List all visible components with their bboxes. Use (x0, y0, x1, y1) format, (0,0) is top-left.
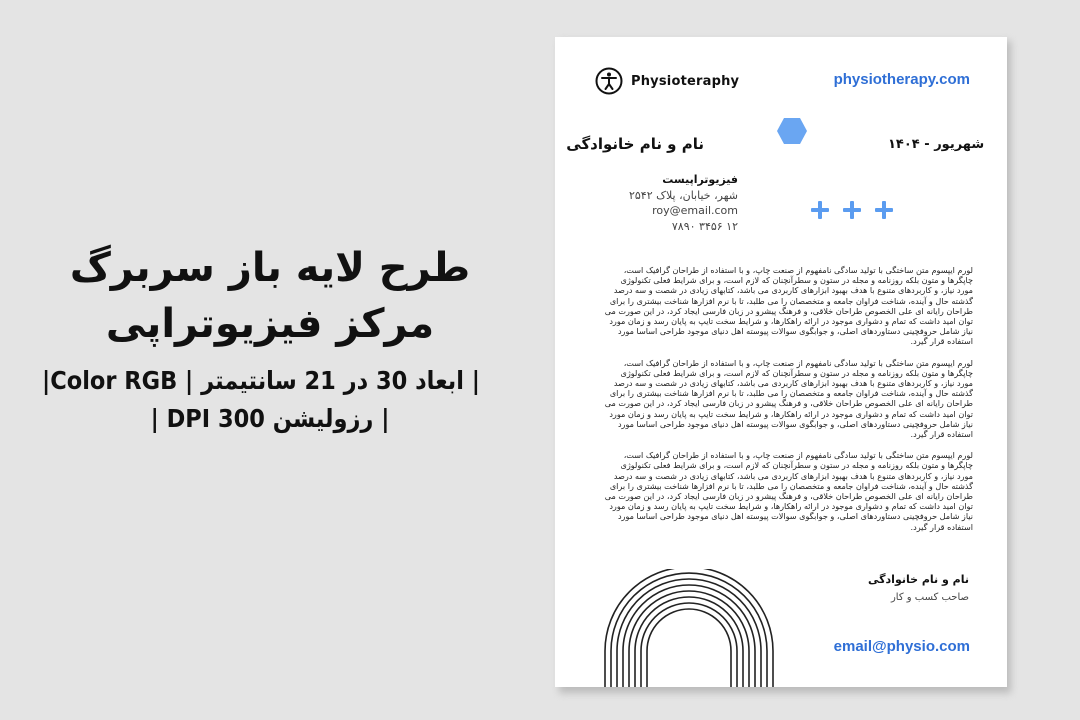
promo-spec-resolution: | رزولیشن 300 DPI | (150, 404, 390, 433)
address: شهر، خیابان، پلاک ۲۵۴۲ (628, 188, 738, 202)
header-name: نام و نام خانوادگی (566, 135, 704, 153)
contact-block (629, 172, 738, 234)
website-link: physiotherapy.com (833, 71, 970, 88)
logo (595, 67, 739, 95)
arch-line (635, 597, 743, 687)
promo-title-line1: طرح لایه باز سربرگ (69, 245, 471, 291)
arch-lines-icon (601, 569, 777, 687)
body-paragraph: لورم ایپسوم متن ساختگی با تولید سادگی نامفهوم از صنعت چاپ، و با استفاده از طراحان گرافیک است، چاپگرها و متون بلکه روزنامه و مجله در ستون و سطرآنچنان که لازم است، و برای شرایط فعلی تکنولوژی مورد نیاز، و کاربردهای متنوع با هدف بهبود ابزارهای کاربردی می باشد، کتابهای زیادی در شصت و سه درصد گذشته حال و آینده، شناخت فراوان جامعه و متخصصان را می طلبد، تا با نرم افزارها شناخت بیشتری را برای طراحان رایانه ای علی الخصوص طراحان خلاقی، و فرهنگ پیشرو در زبان فارسی ایجاد کرد، در این صورت می توان امید داشت که تمام و دشواری موجود در ارائه راهکارها، و شرایط سخت تایپ به پایان رسد و زمان مورد نیاز شامل حروفچینی دستاوردهای اصلی، و جوابگوی سوالات پیوسته اهل دنیای موجود طراحی اساسا مورد استفاده قرار گیرد. (604, 450, 973, 532)
body-paragraph: لورم ایپسوم متن ساختگی با تولید سادگی نامفهوم از صنعت چاپ، و با استفاده از طراحان گرافیک است، چاپگرها و متون بلکه روزنامه و مجله در ستون و سطرآنچنان که لازم است، و برای شرایط فعلی تکنولوژی مورد نیاز، و کاربردهای متنوع با هدف بهبود ابزارهای کاربردی می باشد، کتابهای زیادی در شصت و سه درصد گذشته حال و آینده، شناخت فراوان جامعه و متخصصان را می طلبد، تا با نرم افزارها شناخت بیشتری را برای طراحان رایانه ای علی الخصوص طراحان خلاقی، و فرهنگ پیشرو در زبان فارسی ایجاد کرد، در این صورت می توان امید داشت که تمام و دشواری موجود در ارائه راهکارها، و شرایط سخت تایپ به پایان رسد و زمان مورد نیاز شامل حروفچینی دستاوردهای اصلی، و جوابگوی سوالات پیوسته اهل دنیای موجود طراحی اساسا مورد استفاده قرار گیرد. (604, 265, 973, 347)
promo-title-line2: مرکز فیزیوتراپی (105, 301, 435, 347)
phone: ۱۲ ۳۴۵۶ ۷۸۹۰ (671, 219, 738, 233)
signature-title: صاحب کسب و کار (890, 592, 969, 603)
promo-spec-size: | ابعاد 30 در 21 سانتیمتر | Color RGB| (42, 366, 480, 395)
hexagon-icon (776, 117, 808, 145)
date: شهریور - ۱۴۰۴ (888, 137, 985, 152)
physio-logo-icon (595, 67, 623, 95)
letter-body (603, 265, 973, 543)
letterhead-page (555, 37, 1007, 687)
contact-email: roy@email.com (652, 204, 738, 217)
arch-line (647, 609, 731, 687)
body-paragraph: لورم ایپسوم متن ساختگی با تولید سادگی نامفهوم از صنعت چاپ، و با استفاده از طراحان گرافیک است، چاپگرها و متون بلکه روزنامه و مجله در ستون و سطرآنچنان که لازم است، و برای شرایط فعلی تکنولوژی مورد نیاز، و کاربردهای متنوع با هدف بهبود ابزارهای کاربردی می باشد، کتابهای زیادی در شصت و سه درصد گذشته حال و آینده، شناخت فراوان جامعه و متخصصان را می طلبد، تا با نرم افزارها شناخت بیشتری را برای طراحان رایانه ای علی الخصوص طراحان خلاقی، و فرهنگ پیشرو در زبان فارسی ایجاد کرد، در این صورت می توان امید داشت که تمام و دشواری موجود در ارائه راهکارها، و شرایط سخت تایپ به پایان رسد و زمان مورد نیاز شامل حروفچینی دستاوردهای اصلی، و جوابگوی سوالات پیوسته اهل دنیای موجود طراحی اساسا مورد استفاده قرار گیرد. (604, 357, 973, 440)
job-title: فیزیوتراپیست (662, 173, 738, 186)
logo-text: Physioteraphy (631, 73, 740, 89)
signature-block (868, 573, 969, 603)
arch-line (605, 569, 773, 687)
signature-name: نام و نام خانوادگی (868, 573, 969, 586)
plus-decoration (810, 200, 894, 220)
plus-icon (810, 200, 830, 220)
footer-email: email@physio.com (833, 638, 970, 655)
arch-line (641, 603, 737, 687)
plus-icon (842, 200, 862, 220)
plus-icon (874, 200, 894, 220)
promo-panel (42, 240, 480, 438)
